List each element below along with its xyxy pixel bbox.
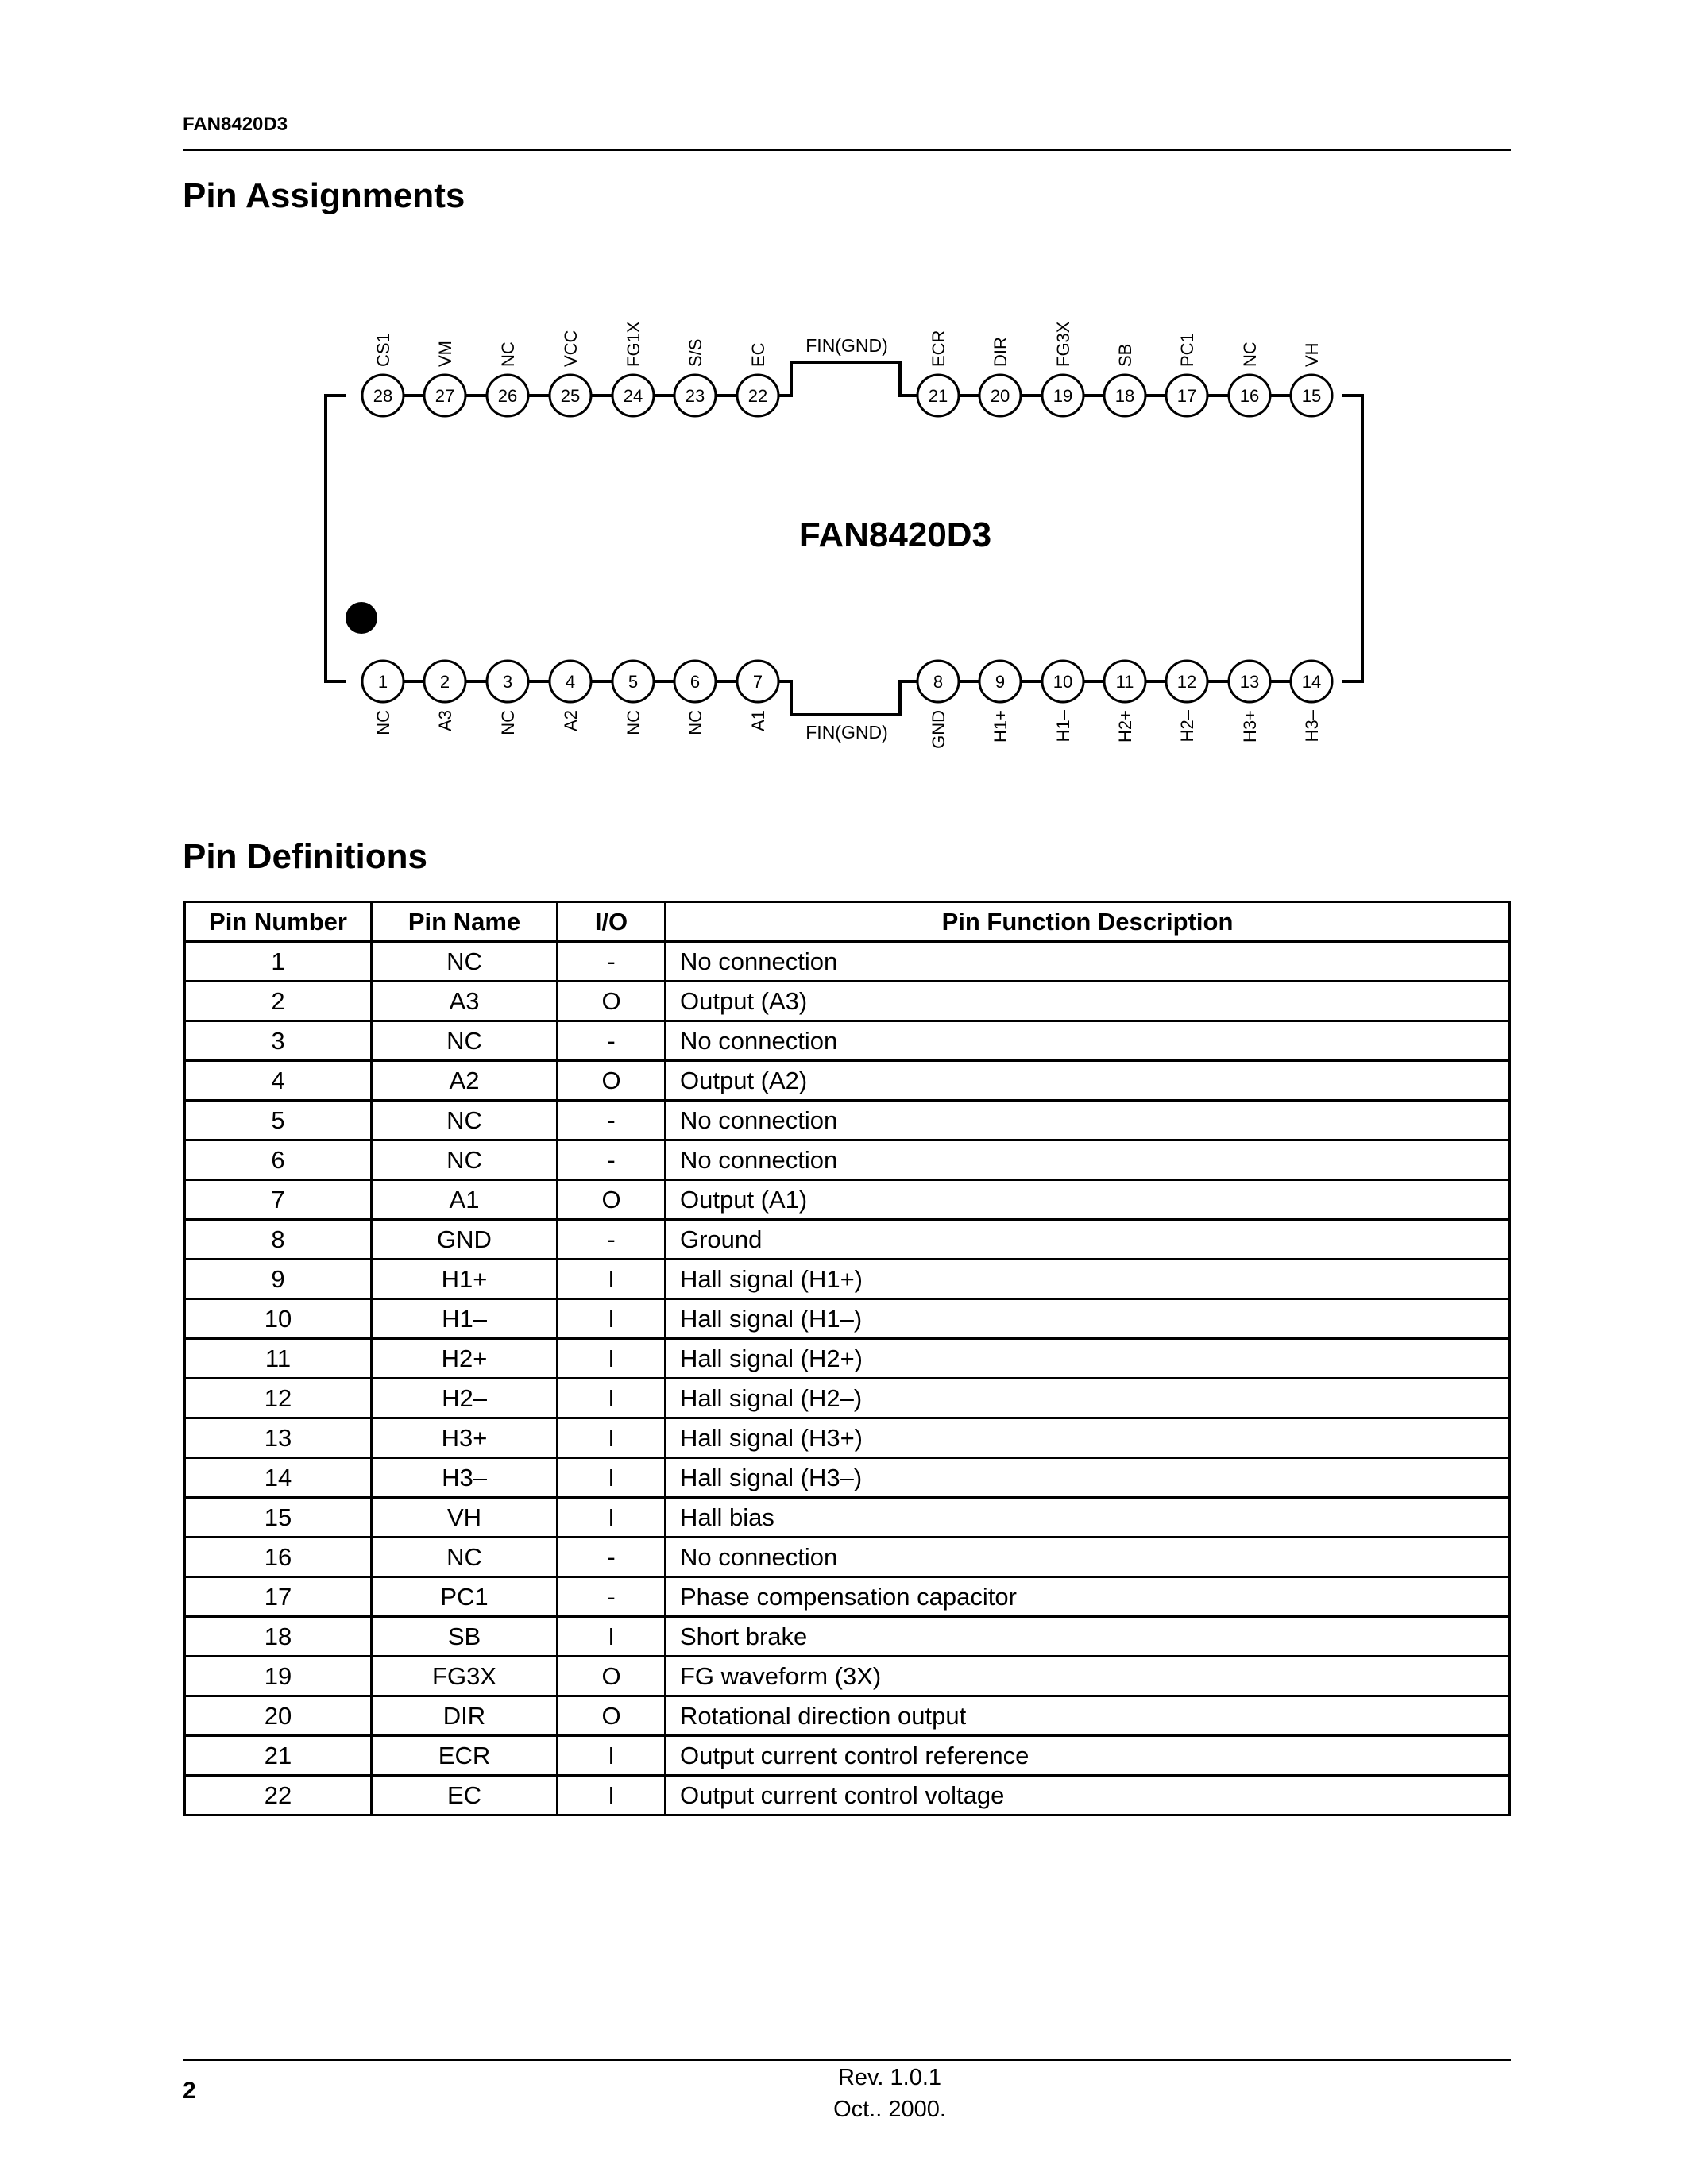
cell-pin-number: 5 bbox=[185, 1101, 372, 1140]
pin-number: 16 bbox=[1239, 386, 1260, 406]
table-row bbox=[185, 1538, 1510, 1577]
cell-io: I bbox=[558, 1418, 666, 1458]
pin-number: 4 bbox=[565, 672, 576, 692]
table-row bbox=[185, 1736, 1510, 1776]
cell-pin-function: Hall signal (H1–) bbox=[666, 1299, 1510, 1339]
cell-io: O bbox=[558, 1696, 666, 1736]
revision-date: Oct.. 2000. bbox=[833, 2097, 946, 2122]
pin-number: 28 bbox=[373, 386, 393, 406]
header-part-number: FAN8420D3 bbox=[183, 114, 288, 135]
cell-pin-function: Phase compensation capacitor bbox=[666, 1577, 1510, 1617]
cell-pin-function: Rotational direction output bbox=[666, 1696, 1510, 1736]
cell-pin-number: 18 bbox=[185, 1617, 372, 1657]
pin-name-label: NC bbox=[373, 710, 393, 735]
cell-pin-function: No connection bbox=[666, 942, 1510, 982]
pin-number: 26 bbox=[497, 386, 518, 406]
cell-io: I bbox=[558, 1260, 666, 1299]
header-pin-number: Pin Number bbox=[185, 902, 372, 942]
cell-pin-name: H3– bbox=[372, 1458, 558, 1498]
cell-pin-name: NC bbox=[372, 1021, 558, 1061]
cell-io: I bbox=[558, 1617, 666, 1657]
pin-name-label: NC bbox=[498, 710, 518, 735]
cell-pin-name: A1 bbox=[372, 1180, 558, 1220]
pin-number: 15 bbox=[1301, 386, 1322, 406]
cell-pin-name: NC bbox=[372, 942, 558, 982]
cell-pin-function: Hall signal (H3+) bbox=[666, 1418, 1510, 1458]
cell-pin-name: H1– bbox=[372, 1299, 558, 1339]
pin-name-label: H2– bbox=[1177, 710, 1197, 743]
cell-io: - bbox=[558, 942, 666, 982]
pin-number: 14 bbox=[1301, 672, 1322, 692]
table-row bbox=[185, 1577, 1510, 1617]
table-row bbox=[185, 1458, 1510, 1498]
cell-pin-name: H3+ bbox=[372, 1418, 558, 1458]
pin-name-label: EC bbox=[748, 342, 768, 367]
cell-pin-number: 11 bbox=[185, 1339, 372, 1379]
cell-pin-number: 12 bbox=[185, 1379, 372, 1418]
cell-pin-function: Hall signal (H1+) bbox=[666, 1260, 1510, 1299]
pin-number: 22 bbox=[747, 386, 768, 406]
pin-definitions-title: Pin Definitions bbox=[183, 837, 427, 876]
cell-io: I bbox=[558, 1776, 666, 1815]
cell-io: I bbox=[558, 1458, 666, 1498]
pin-number: 18 bbox=[1114, 386, 1135, 406]
pin-number: 24 bbox=[623, 386, 643, 406]
pin-name-label: VH bbox=[1302, 342, 1322, 367]
cell-pin-name: FG3X bbox=[372, 1657, 558, 1696]
pin-number: 9 bbox=[995, 672, 1006, 692]
pin-number: 10 bbox=[1053, 672, 1073, 692]
fin-tab-top bbox=[765, 362, 917, 396]
cell-pin-number: 13 bbox=[185, 1418, 372, 1458]
pin-number: 8 bbox=[933, 672, 944, 692]
table-row bbox=[185, 942, 1510, 982]
cell-pin-function: No connection bbox=[666, 1140, 1510, 1180]
fin-tab-bottom bbox=[765, 681, 917, 715]
cell-io: O bbox=[558, 1180, 666, 1220]
cell-pin-number: 1 bbox=[185, 942, 372, 982]
pin-number: 12 bbox=[1176, 672, 1197, 692]
table-row bbox=[185, 1061, 1510, 1101]
pin-number: 1 bbox=[377, 672, 388, 692]
pin-definitions-table bbox=[183, 901, 1511, 1816]
pin-name-label: NC bbox=[498, 341, 518, 367]
table-row bbox=[185, 982, 1510, 1021]
cell-pin-number: 20 bbox=[185, 1696, 372, 1736]
table-row bbox=[185, 1101, 1510, 1140]
pin-name-label: H1+ bbox=[991, 710, 1010, 743]
table-row bbox=[185, 1299, 1510, 1339]
cell-io: I bbox=[558, 1736, 666, 1776]
pin-name-label: H2+ bbox=[1115, 710, 1135, 743]
pin-name-label: A2 bbox=[561, 710, 581, 731]
pin-name-label: CS1 bbox=[373, 333, 393, 367]
pin-name-label: FG1X bbox=[624, 321, 643, 367]
pin-name-label: S/S bbox=[686, 338, 705, 367]
fin-label-top: FIN(GND) bbox=[805, 335, 888, 356]
cell-pin-function: FG waveform (3X) bbox=[666, 1657, 1510, 1696]
cell-pin-number: 2 bbox=[185, 982, 372, 1021]
pin-number: 17 bbox=[1176, 386, 1197, 406]
pin-number: 7 bbox=[752, 672, 763, 692]
cell-pin-name: A3 bbox=[372, 982, 558, 1021]
cell-pin-function: No connection bbox=[666, 1101, 1510, 1140]
fin-label-bottom: FIN(GND) bbox=[805, 722, 888, 743]
pin-assignment-diagram bbox=[0, 0, 1688, 794]
pin-name-label: H1– bbox=[1053, 710, 1073, 743]
cell-pin-function: Hall bias bbox=[666, 1498, 1510, 1538]
pin-number: 19 bbox=[1053, 386, 1073, 406]
cell-io: - bbox=[558, 1577, 666, 1617]
pin-name-label: NC bbox=[1240, 341, 1260, 367]
cell-pin-number: 10 bbox=[185, 1299, 372, 1339]
cell-pin-name: H2– bbox=[372, 1379, 558, 1418]
cell-pin-function: No connection bbox=[666, 1021, 1510, 1061]
cell-pin-number: 16 bbox=[185, 1538, 372, 1577]
cell-pin-name: A2 bbox=[372, 1061, 558, 1101]
cell-pin-name: SB bbox=[372, 1617, 558, 1657]
pin-number: 23 bbox=[685, 386, 705, 406]
cell-io: I bbox=[558, 1498, 666, 1538]
cell-pin-function: No connection bbox=[666, 1538, 1510, 1577]
page-number: 2 bbox=[183, 2078, 196, 2104]
footer-divider bbox=[183, 2059, 1511, 2061]
cell-pin-number: 8 bbox=[185, 1220, 372, 1260]
cell-io: - bbox=[558, 1101, 666, 1140]
header-pin-name: Pin Name bbox=[372, 902, 558, 942]
table-row bbox=[185, 1140, 1510, 1180]
cell-pin-name: H2+ bbox=[372, 1339, 558, 1379]
cell-pin-number: 19 bbox=[185, 1657, 372, 1696]
cell-pin-number: 7 bbox=[185, 1180, 372, 1220]
pin-assignments-title: Pin Assignments bbox=[183, 176, 465, 215]
table-row bbox=[185, 1021, 1510, 1061]
pin-name-label: FG3X bbox=[1053, 321, 1073, 367]
pin-name-label: VM bbox=[435, 341, 455, 367]
cell-io: - bbox=[558, 1140, 666, 1180]
pin-number: 5 bbox=[628, 672, 639, 692]
pin-name-label: ECR bbox=[929, 330, 948, 367]
cell-pin-function: Ground bbox=[666, 1220, 1510, 1260]
table-row bbox=[185, 1220, 1510, 1260]
table-row bbox=[185, 1776, 1510, 1815]
cell-pin-number: 9 bbox=[185, 1260, 372, 1299]
header-pin-function: Pin Function Description bbox=[666, 902, 1510, 942]
pin1-marker-dot bbox=[346, 602, 377, 634]
cell-pin-function: Output current control reference bbox=[666, 1736, 1510, 1776]
cell-pin-function: Hall signal (H2+) bbox=[666, 1339, 1510, 1379]
pin-number: 27 bbox=[435, 386, 455, 406]
table-row bbox=[185, 1657, 1510, 1696]
cell-pin-function: Hall signal (H3–) bbox=[666, 1458, 1510, 1498]
cell-pin-name: ECR bbox=[372, 1736, 558, 1776]
pin-name-label: GND bbox=[929, 710, 948, 749]
cell-pin-number: 4 bbox=[185, 1061, 372, 1101]
cell-io: O bbox=[558, 982, 666, 1021]
cell-pin-number: 22 bbox=[185, 1776, 372, 1815]
cell-pin-name: VH bbox=[372, 1498, 558, 1538]
pin-number: 11 bbox=[1115, 672, 1134, 692]
pin-name-label: DIR bbox=[991, 337, 1010, 367]
cell-pin-number: 3 bbox=[185, 1021, 372, 1061]
cell-pin-number: 14 bbox=[185, 1458, 372, 1498]
cell-io: I bbox=[558, 1379, 666, 1418]
table-row bbox=[185, 1418, 1510, 1458]
table-header-row bbox=[185, 902, 1510, 942]
revision-info bbox=[0, 2062, 1688, 2125]
cell-io: I bbox=[558, 1299, 666, 1339]
cell-pin-function: Output (A2) bbox=[666, 1061, 1510, 1101]
table-row bbox=[185, 1498, 1510, 1538]
pin-name-label: H3+ bbox=[1240, 710, 1260, 743]
cell-io: - bbox=[558, 1021, 666, 1061]
cell-pin-function: Output (A1) bbox=[666, 1180, 1510, 1220]
pin-number: 25 bbox=[560, 386, 581, 406]
cell-io: O bbox=[558, 1061, 666, 1101]
cell-pin-function: Short brake bbox=[666, 1617, 1510, 1657]
pin-name-label: H3– bbox=[1302, 710, 1322, 743]
pin-number: 20 bbox=[990, 386, 1010, 406]
pin-number: 2 bbox=[439, 672, 450, 692]
pin-number: 13 bbox=[1239, 672, 1260, 692]
pin-name-label: A1 bbox=[748, 710, 768, 731]
cell-pin-name: NC bbox=[372, 1538, 558, 1577]
pin-number: 3 bbox=[502, 672, 513, 692]
cell-io: I bbox=[558, 1339, 666, 1379]
cell-pin-name: GND bbox=[372, 1220, 558, 1260]
pin-name-label: NC bbox=[686, 710, 705, 735]
cell-io: O bbox=[558, 1657, 666, 1696]
cell-pin-name: DIR bbox=[372, 1696, 558, 1736]
cell-pin-function: Output current control voltage bbox=[666, 1776, 1510, 1815]
table-row bbox=[185, 1180, 1510, 1220]
cell-pin-function: Output (A3) bbox=[666, 982, 1510, 1021]
pin-name-label: SB bbox=[1115, 343, 1135, 367]
cell-pin-name: NC bbox=[372, 1140, 558, 1180]
cell-pin-name: H1+ bbox=[372, 1260, 558, 1299]
pin-name-label: VCC bbox=[561, 330, 581, 367]
cell-pin-function: Hall signal (H2–) bbox=[666, 1379, 1510, 1418]
cell-io: - bbox=[558, 1538, 666, 1577]
cell-pin-number: 17 bbox=[185, 1577, 372, 1617]
header-io: I/O bbox=[558, 902, 666, 942]
table-row bbox=[185, 1696, 1510, 1736]
cell-pin-name: NC bbox=[372, 1101, 558, 1140]
cell-io: - bbox=[558, 1220, 666, 1260]
pin-name-label: NC bbox=[624, 710, 643, 735]
cell-pin-name: PC1 bbox=[372, 1577, 558, 1617]
cell-pin-number: 15 bbox=[185, 1498, 372, 1538]
pin-name-label: PC1 bbox=[1177, 333, 1197, 367]
cell-pin-number: 21 bbox=[185, 1736, 372, 1776]
table-row bbox=[185, 1339, 1510, 1379]
pin-number: 6 bbox=[689, 672, 701, 692]
revision-number: Rev. 1.0.1 bbox=[837, 2065, 942, 2090]
table-row bbox=[185, 1260, 1510, 1299]
cell-pin-number: 6 bbox=[185, 1140, 372, 1180]
cell-pin-name: EC bbox=[372, 1776, 558, 1815]
chip-label: FAN8420D3 bbox=[798, 515, 992, 554]
table-row bbox=[185, 1617, 1510, 1657]
pin-number: 21 bbox=[928, 386, 948, 406]
pin-name-label: A3 bbox=[435, 710, 455, 731]
table-row bbox=[185, 1379, 1510, 1418]
